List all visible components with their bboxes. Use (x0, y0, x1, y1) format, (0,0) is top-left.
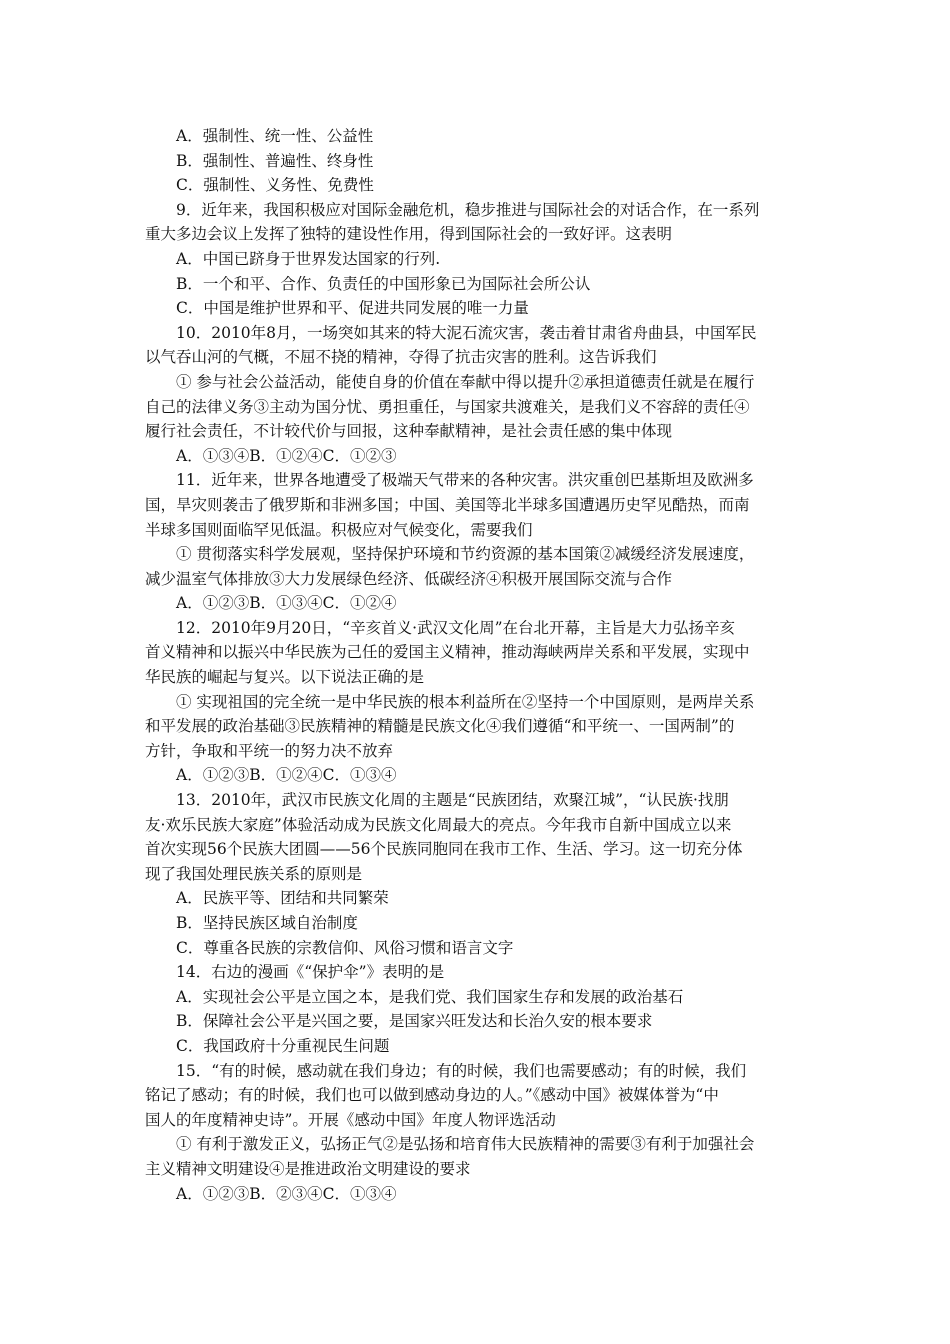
text-line: C．中国是维护世界和平、促进共同发展的唯一力量 (176, 299, 529, 318)
text-line: 友·欢乐民族大家庭”体验活动成为民族文化周最大的亮点。今年我市自新中国成立以来 (145, 815, 732, 834)
text-line: 以气吞山河的气概，不屈不挠的精神，夺得了抗击灾害的胜利。这告诉我们 (145, 348, 657, 367)
text-line: C．强制性、义务性、免费性 (176, 176, 374, 195)
text-line: 半球多国则面临罕见低温。积极应对气候变化，需要我们 (145, 520, 533, 539)
text-line: C．尊重各民族的宗教信仰、风俗习惯和语言文字 (176, 938, 514, 957)
text-line: A．①②③B．①②④C．①③④ (176, 766, 397, 785)
text-line: A．①③④B．①②④C．①②③ (176, 446, 397, 465)
text-line: ① 参与社会公益活动，能使自身的价值在奉献中得以提升②承担道德责任就是在履行 (176, 372, 755, 391)
text-line: 减少温室气体排放③大力发展绿色经济、低碳经济④积极开展国际交流与合作 (145, 569, 673, 588)
text-line: A．实现社会公平是立国之本，是我们党、我们国家生存和发展的政治基石 (176, 987, 684, 1006)
text-line: B．一个和平、合作、负责任的中国形象已为国际社会所公认 (176, 274, 591, 293)
text-line: 国，旱灾则袭击了俄罗斯和非洲多国；中国、美国等北半球多国遭遇历史罕见酷热，而南 (145, 495, 750, 514)
text-line: A．①②③B．②③④C．①③④ (176, 1184, 397, 1203)
text-line: 14．右边的漫画《“保护伞”》表明的是 (176, 963, 445, 982)
text-line: 12．2010年9月20日，“辛亥首义·武汉文化周”在台北开幕，主旨是大力弘扬辛亥 (176, 618, 736, 637)
text-line: 现了我国处理民族关系的原则是 (145, 864, 363, 883)
text-line: 11．近年来，世界各地遭受了极端天气带来的各种灾害。洪灾重创巴基斯坦及欧洲多 (176, 471, 754, 490)
text-line: 13．2010年，武汉市民族文化周的主题是“民族团结，欢聚江城”，“认民族·找朋 (176, 791, 729, 810)
text-line: 9．近年来，我国积极应对国际金融危机，稳步推进与国际社会的对话合作，在一系列 (176, 200, 760, 219)
text-line: 10．2010年8月，一场突如其来的特大泥石流灾害，袭击着甘肃省舟曲县，中国军民 (176, 323, 757, 342)
text-line: 履行社会责任，不计较代价与回报，这种奉献精神，是社会责任感的集中体现 (145, 422, 673, 441)
text-line: C．我国政府十分重视民生问题 (176, 1036, 390, 1055)
text-line: 国人的年度精神史诗”。开展《感动中国》年度人物评选活动 (145, 1110, 556, 1129)
text-line: A．中国已跻身于世界发达国家的行列. (176, 249, 441, 268)
text-line: A．民族平等、团结和共同繁荣 (176, 889, 389, 908)
text-line: 和平发展的政治基础③民族精神的精髓是民族文化④我们遵循“和平统一、一国两制”的 (145, 717, 735, 736)
text-line: 华民族的崛起与复兴。以下说法正确的是 (145, 668, 425, 687)
text-line: B．强制性、普遍性、终身性 (176, 151, 374, 170)
text-line: A．①②③B．①③④C．①②④ (176, 594, 397, 613)
text-line: B．坚持民族区域自治制度 (176, 914, 358, 932)
text-line: ① 有利于激发正义，弘扬正气②是弘扬和培育伟大民族精神的需要③有利于加强社会 (176, 1135, 755, 1154)
text-line: B．保障社会公平是兴国之要，是国家兴旺发达和长治久安的根本要求 (176, 1012, 653, 1031)
text-line: 方针，争取和平统一的努力决不放弃 (145, 741, 394, 760)
text-line: 重大多边会议上发挥了独特的建设性作用，得到国际社会的一致好评。这表明 (145, 225, 673, 244)
text-line: A．强制性、统一性、公益性 (176, 127, 374, 145)
text-line: 首义精神和以振兴中华民族为己任的爱国主义精神，推动海峡两岸关系和平发展，实现中 (145, 643, 750, 662)
document-body (145, 124, 815, 1206)
text-line: 首次实现56个民族大团圆——56个民族同胞同在我市工作、生活、学习。这一切充分体 (145, 840, 743, 859)
text-line: 15．“有的时候，感动就在我们身边；有的时候，我们也需要感动；有的时候，我们 (176, 1061, 747, 1080)
text-line: ① 实现祖国的完全统一是中华民族的根本利益所在②坚持一个中国原则，是两岸关系 (176, 692, 755, 711)
text-line: 自己的法律义务③主动为国分忧、勇担重任，与国家共渡难关，是我们义不容辞的责任④ (145, 397, 750, 416)
text-line: ① 贯彻落实科学发展观，坚持保护环境和节约资源的基本国策②减缓经济发展速度， (176, 545, 755, 564)
text-line: 主义精神文明建设④是推进政治文明建设的要求 (145, 1159, 471, 1178)
text-line: 铭记了感动；有的时候，我们也可以做到感动身边的人。”《感动中国》被媒体誉为“中 (145, 1086, 719, 1105)
